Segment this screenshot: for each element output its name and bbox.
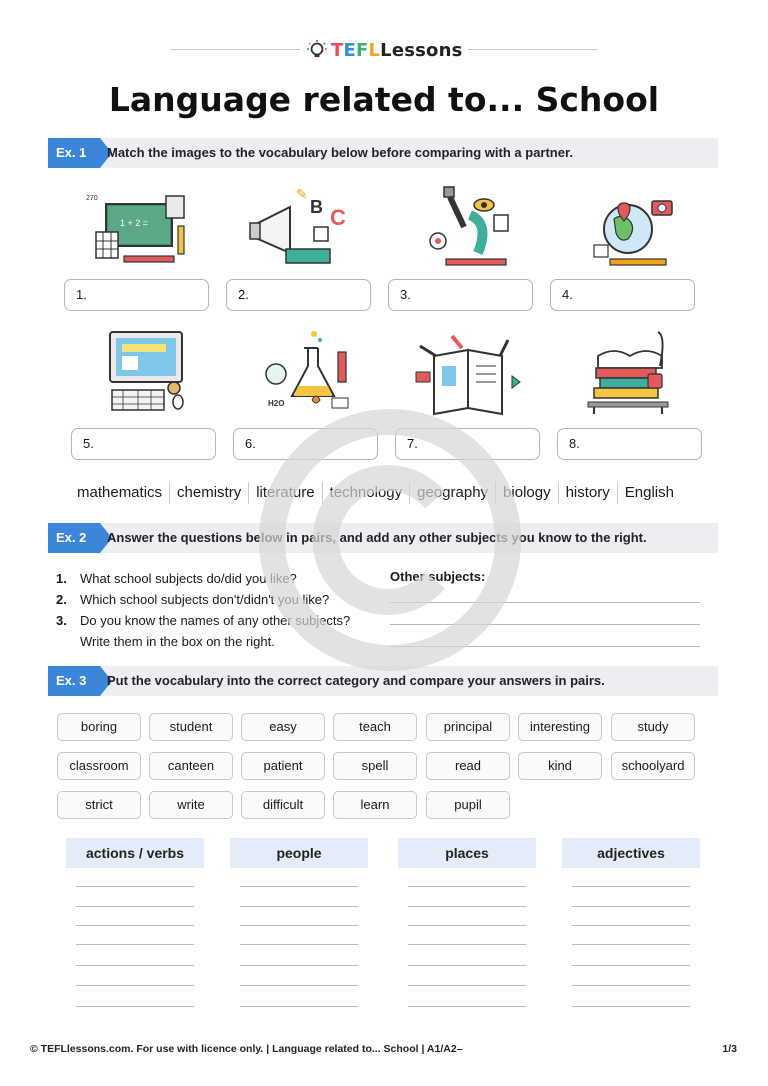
vocab-word: mathematics [70,482,170,504]
write-line[interactable] [390,646,700,647]
ex3-header [48,666,718,696]
english-books-icon [574,326,694,418]
category-places: places [398,838,536,868]
vocab-word: technology [323,482,411,504]
vocab-strip [70,482,700,504]
question-number: 1. [56,571,67,586]
question-item [56,610,386,631]
math-classroom-icon [78,186,198,278]
question-list [56,568,386,652]
category-write-line[interactable] [240,1006,358,1007]
logo-letter: T [331,39,344,61]
category-write-line[interactable] [76,906,194,907]
vocab-word: chemistry [170,482,249,504]
ex3-tag: Ex. 3 [48,666,100,696]
ex1-header [48,138,718,168]
category-write-line[interactable] [240,906,358,907]
vocab-chip[interactable]: write [149,791,233,819]
ex2-tag: Ex. 2 [48,523,100,553]
vocab-chip[interactable]: kind [518,752,602,780]
chemistry-flask-icon [258,326,378,418]
svg-text:270: 270 [86,195,98,202]
category-write-line[interactable] [572,1006,690,1007]
vocab-chip[interactable]: read [426,752,510,780]
logo-letter: L [368,39,381,61]
vocab-word: English [624,484,674,501]
vocab-chip[interactable]: spell [333,752,417,780]
question-text: What school subjects do/did you like? [80,571,297,586]
vocab-chip[interactable]: study [611,713,695,741]
category-write-line[interactable] [408,906,526,907]
svg-text:C: C [330,205,346,230]
answer-box-6[interactable]: 6. [233,428,378,460]
category-write-line[interactable] [572,886,690,887]
vocab-word: literature [249,482,322,504]
svg-text:B: B [310,197,323,217]
question-text: Do you know the names of any other subjects? [80,613,351,628]
page-title: Language related to... School [108,80,660,119]
category-write-line[interactable] [572,944,690,945]
question-number: 2. [56,592,67,607]
category-write-line[interactable] [408,944,526,945]
vocab-chip[interactable]: principal [426,713,510,741]
logo-text [331,40,463,61]
vocab-chip[interactable]: student [149,713,233,741]
svg-text:✎: ✎ [296,186,308,202]
question-number: 3. [56,613,67,628]
geography-globe-icon [570,183,690,275]
svg-text:H2O: H2O [268,399,285,408]
vocab-chip[interactable]: strict [57,791,141,819]
vocab-word: geography [410,482,496,504]
lightbulb-icon [306,39,328,61]
svg-text:1 + 2 =: 1 + 2 = [120,218,149,228]
vocab-chip[interactable]: difficult [241,791,325,819]
question-extra: Write them in the box on the right. [80,634,275,649]
answer-box-2[interactable]: 2. [226,279,371,311]
history-book-icon [412,326,532,418]
question-text: Which school subjects don't/didn't you like? [80,592,330,607]
category-write-line[interactable] [240,965,358,966]
vocab-chip[interactable]: canteen [149,752,233,780]
answer-box-4[interactable]: 4. [550,279,695,311]
answer-box-1[interactable]: 1. [64,279,209,311]
category-actions-verbs: actions / verbs [66,838,204,868]
vocab-chip[interactable]: teach [333,713,417,741]
vocab-word: history [559,482,618,504]
category-write-line[interactable] [76,1006,194,1007]
write-line[interactable] [390,624,700,625]
category-write-line[interactable] [572,925,690,926]
ex3-instruction: Put the vocabulary into the correct category and compare your answers in pairs. [107,673,605,688]
question-item [56,568,386,589]
vocab-word: biology [496,482,559,504]
vocab-chip[interactable]: schoolyard [611,752,695,780]
category-write-line[interactable] [408,985,526,986]
ex2-header [48,523,718,553]
category-write-line[interactable] [76,886,194,887]
vocab-chip[interactable]: patient [241,752,325,780]
category-write-line[interactable] [572,965,690,966]
divider [468,49,598,50]
literature-megaphone-letters-icon [240,183,360,275]
biology-microscope-icon [410,183,530,275]
logo-row [0,36,768,64]
answer-box-5[interactable]: 5. [71,428,216,460]
vocab-chip[interactable]: learn [333,791,417,819]
question-item [56,589,386,610]
category-write-line[interactable] [76,944,194,945]
page-number: 1/3 [722,1043,737,1055]
category-write-line[interactable] [408,886,526,887]
answer-box-3[interactable]: 3. [388,279,533,311]
vocab-chip[interactable]: classroom [57,752,141,780]
ex1-tag: Ex. 1 [48,138,100,168]
answer-box-8[interactable]: 8. [557,428,702,460]
category-write-line[interactable] [572,906,690,907]
category-write-line[interactable] [240,925,358,926]
category-people: people [230,838,368,868]
footer-text: © TEFLlessons.com. For use with licence only. | Language related to... School | A1/A2– [30,1043,463,1055]
tefl-lessons-logo [306,36,463,64]
category-write-line[interactable] [408,1006,526,1007]
vocab-chip[interactable]: boring [57,713,141,741]
ex2-instruction: Answer the questions below in pairs, and add any other subjects you know to the right. [107,530,647,545]
other-subjects-label: Other subjects: [390,569,486,584]
category-write-line[interactable] [240,886,358,887]
logo-word: Lessons [380,39,463,61]
ex1-instruction: Match the images to the vocabulary below before comparing with a partner. [107,145,573,160]
answer-box-7[interactable]: 7. [395,428,540,460]
logo-letter: E [343,39,356,61]
category-write-line[interactable] [76,925,194,926]
logo-letter: F [355,39,369,61]
category-write-line[interactable] [408,965,526,966]
divider [170,49,300,50]
category-write-line[interactable] [240,944,358,945]
vocab-chip[interactable]: interesting [518,713,602,741]
category-write-line[interactable] [240,985,358,986]
category-write-line[interactable] [76,965,194,966]
vocab-chip[interactable]: easy [241,713,325,741]
write-line[interactable] [390,602,700,603]
category-write-line[interactable] [76,985,194,986]
category-adjectives: adjectives [562,838,700,868]
technology-computer-icon [88,326,208,418]
category-write-line[interactable] [408,925,526,926]
category-write-line[interactable] [572,985,690,986]
vocab-chip[interactable]: pupil [426,791,510,819]
